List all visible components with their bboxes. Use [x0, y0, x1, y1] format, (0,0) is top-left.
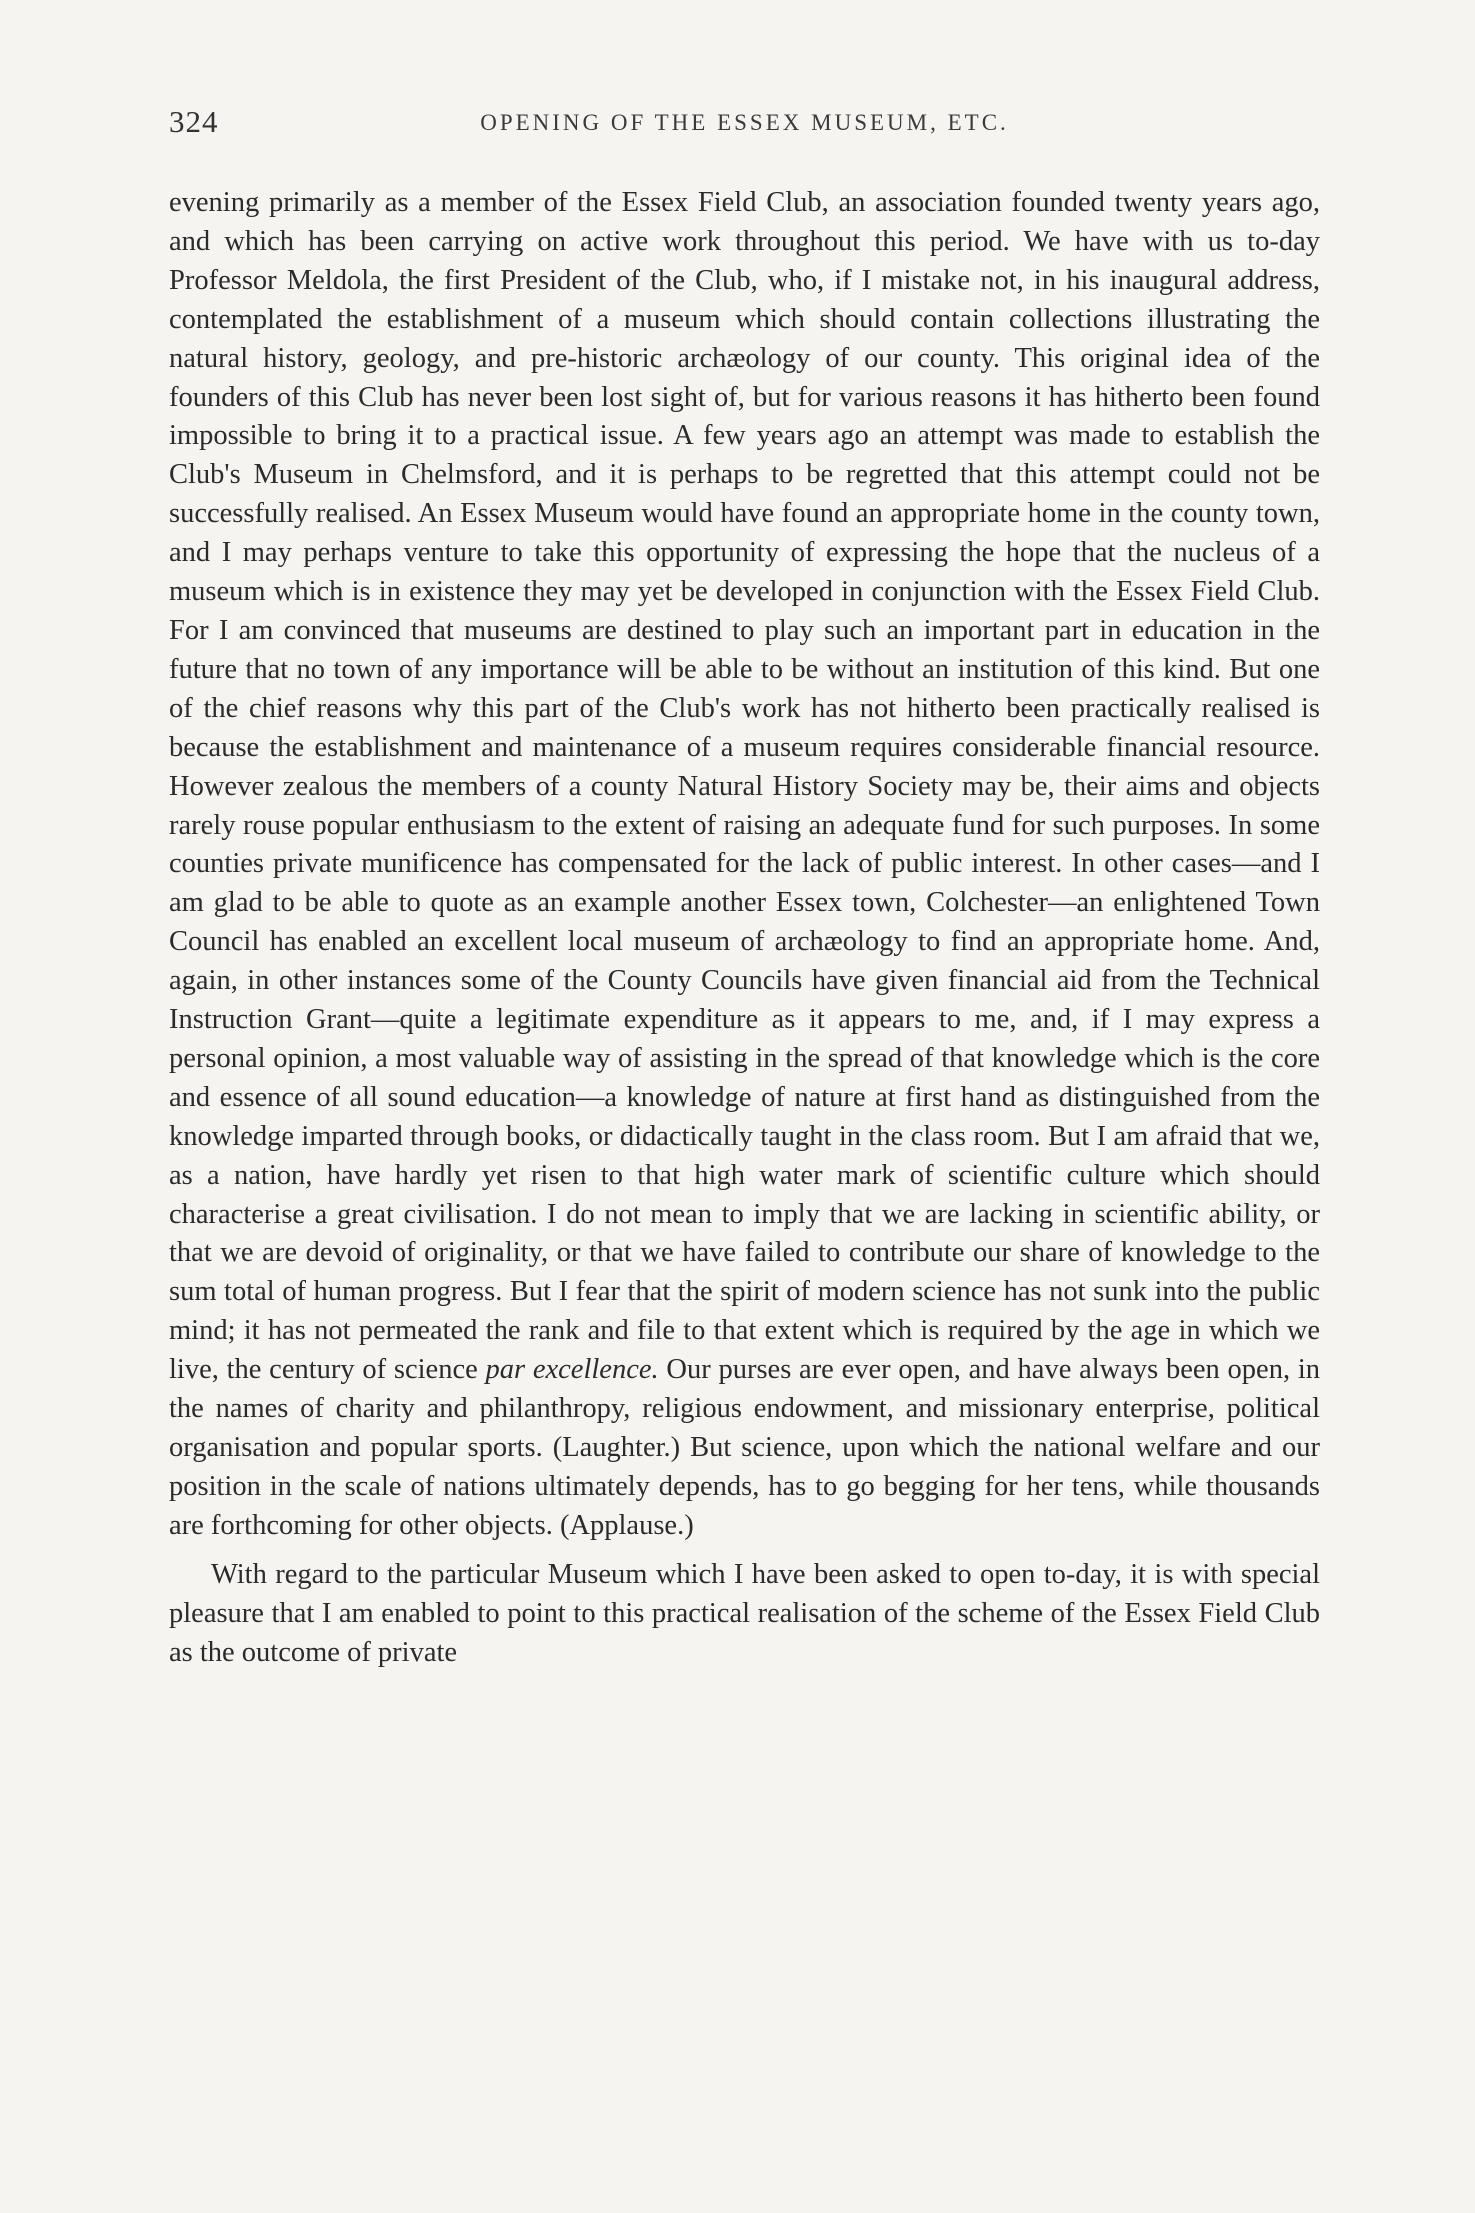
paragraph-1-italic-phrase: par excellence.: [485, 1354, 659, 1386]
paragraph-2: With regard to the particular Museum which I have been asked to open to-day, it is with special pleasure that I am enabled to point to this practical realisation of the scheme of the Essex Field Club as the outcome of private: [169, 1558, 1320, 1668]
paragraph-1: [169, 184, 1320, 1546]
body-text: [169, 184, 1320, 1672]
page-number: 324: [169, 104, 219, 139]
running-head: [169, 104, 1320, 148]
paragraph-1-text: evening primarily as a member of the Essex Field Club, an association founded twenty years ago, and which has been carrying on active work throughout this period. We have with us to-day Professor Meldola, the first President of the Club, who, if I mistake not, in his inaugural address, contemplated the establishment of a museum which should contain collections illustrating the natural history, geology, and pre-historic archæology of our county. This original idea of the founders of this Club has never been lost sight of, but for various reasons it has hitherto been found impossible to bring it to a practical issue. A few years ago an attempt was made to establish the Club's Museum in Chelmsford, and it is perhaps to be regretted that this attempt could not be successfully realised. An Essex Museum would have found an appropriate home in the county town, and I may perhaps venture to take this opportunity of expressing the hope that the nucleus of a museum which is in existence they may yet be developed in conjunction with the Essex Field Club. For I am convinced that museums are destined to play such an important part in education in the future that no town of any importance will be able to be without an institution of this kind. But one of the chief reasons why this part of the Club's work has not hitherto been practically realised is because the establishment and maintenance of a museum requires considerable financial resource. However zealous the members of a county Natural History Society may be, their aims and objects rarely rouse popular enthusiasm to the extent of raising an adequate fund for such purposes. In some counties private munificence has compensated for the lack of public interest. In other cases—and I am glad to be able to quote as an example another Essex town, Colchester—an enlightened Town Council has enabled an excellent local museum of archæology to find an appropriate home. And, again, in other instances some of the County Councils have given financial aid from the Technical Instruction Grant—quite a legitimate expenditure as it appears to me, and, if I may express a personal opinion, a most valuable way of assisting in the spread of that knowledge which is the core and essence of all sound education—a knowledge of nature at first hand as distinguished from the knowledge imparted through books, or didactically taught in the class room. But I am afraid that we, as a nation, have hardly yet risen to that high water mark of scientific culture which should characterise a great civilisation. I do not mean to imply that we are lacking in scientific ability, or that we are devoid of originality, or that we have failed to contribute our share of knowledge to the sum total of human progress. But I fear that the spirit of modern science has not sunk into the public mind; it has not permeated the rank and file to that extent which is required by the age in which we live, the century of science: [169, 187, 1320, 1386]
paragraph-1-text-continued: Our purses are ever open, and have always been open, in the names of charity and philanthropy, religious endowment, and missionary enterprise, political organisation and popular sports. (Laughter.) But science, upon which the national welfare and our position in the scale of nations ultimately depends, has to go begging for her tens, while thousands are forthcoming for other objects. (Applause.): [169, 1354, 1320, 1541]
running-title: OPENING OF THE ESSEX MUSEUM, ETC.: [480, 110, 1009, 135]
